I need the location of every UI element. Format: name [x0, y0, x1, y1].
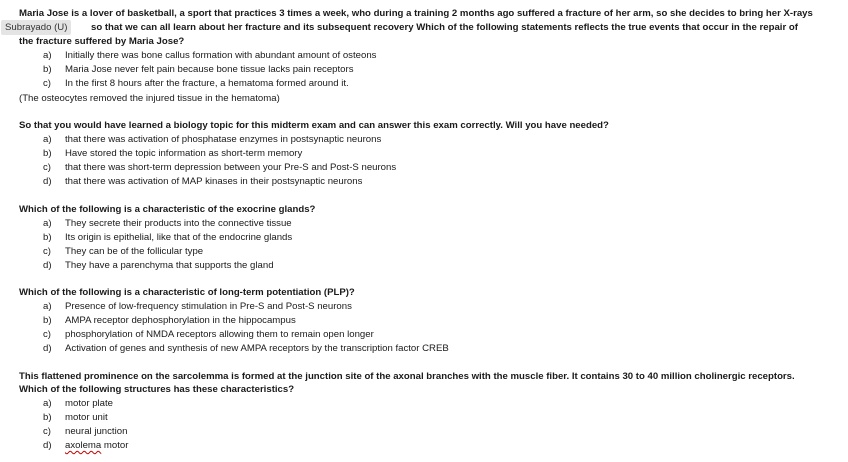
option-text: Maria Jose never felt pain because bone tissue lacks pain receptors: [65, 64, 354, 75]
option-text: phosphorylation of NMDA receptors allowing them to remain open longer: [65, 329, 374, 340]
spellcheck-underlined-word[interactable]: axolema: [65, 440, 102, 451]
question-3-option-b[interactable]: [43, 232, 292, 244]
option-letter: c): [43, 426, 51, 437]
option-letter: b): [43, 315, 52, 326]
option-letter: c): [43, 246, 51, 257]
option-text: Have stored the topic information as short-term memory: [65, 148, 303, 159]
option-letter: b): [43, 232, 52, 243]
question-4-option-a[interactable]: [43, 301, 352, 313]
option-letter: a): [43, 50, 52, 61]
question-1-option-a[interactable]: [43, 50, 376, 62]
question-1-option-c[interactable]: [43, 78, 349, 90]
question-5-option-c[interactable]: [43, 426, 127, 438]
question-2-option-b[interactable]: [43, 148, 302, 160]
option-text: Activation of genes and synthesis of new AMPA receptors by the transcription factor CREB: [65, 343, 449, 354]
option-text: motor unit: [65, 412, 108, 423]
question-3-option-d[interactable]: [43, 260, 274, 272]
question-2-option-c[interactable]: [43, 162, 396, 174]
question-1-option-b[interactable]: [43, 64, 354, 76]
option-text: In the first 8 hours after the fracture, a hematoma formed around it.: [65, 78, 349, 89]
question-2-option-d[interactable]: [43, 176, 362, 188]
underline-tooltip: Subrayado (U): [1, 20, 71, 35]
question-1-text-line-3: the fracture suffered by Maria Jose?: [19, 36, 185, 47]
option-text: neural junction: [65, 426, 128, 437]
option-letter: d): [43, 260, 52, 271]
option-letter: b): [43, 64, 52, 75]
question-5-option-d[interactable]: [43, 440, 128, 452]
question-4-option-b[interactable]: [43, 315, 296, 327]
option-text: They have a parenchyma that supports the gland: [65, 260, 274, 271]
option-letter: a): [43, 301, 52, 312]
option-letter: b): [43, 148, 52, 159]
question-1-extra-statement: (The osteocytes removed the injured tissue in the hematoma): [19, 93, 280, 104]
option-letter: b): [43, 412, 52, 423]
question-5-option-a[interactable]: [43, 398, 113, 410]
question-4-option-d[interactable]: [43, 343, 449, 355]
option-text: motor plate: [65, 398, 113, 409]
option-letter: d): [43, 440, 52, 451]
option-letter: c): [43, 78, 51, 89]
option-letter: a): [43, 134, 52, 145]
option-text: that there was activation of MAP kinases in their postsynaptic neurons: [65, 176, 363, 187]
option-text: that there was activation of phosphatase enzymes in postsynaptic neurons: [65, 134, 382, 145]
question-5-option-b[interactable]: [43, 412, 108, 424]
option-text: Presence of low-frequency stimulation in Pre-S and Post-S neurons: [65, 301, 352, 312]
option-letter: d): [43, 343, 52, 354]
option-text: motor: [101, 440, 129, 451]
option-text: AMPA receptor dephosphorylation in the hippocampus: [65, 315, 296, 326]
option-text: They secrete their products into the connective tissue: [65, 218, 292, 229]
question-2-option-a[interactable]: [43, 134, 381, 146]
option-text: Initially there was bone callus formation with abundant amount of osteons: [65, 50, 377, 61]
option-letter: d): [43, 176, 52, 187]
option-letter: a): [43, 218, 52, 229]
question-4-title: Which of the following is a characteristic of long-term potentiation (PLP)?: [19, 287, 355, 298]
question-2-title: So that you would have learned a biology topic for this midterm exam and can answer this exam correctly. Will you have needed?: [19, 120, 609, 131]
option-text: They can be of the follicular type: [65, 246, 204, 257]
option-letter: a): [43, 398, 52, 409]
question-5-text-line-1: This flattened prominence on the sarcolemma is formed at the junction site of the axonal branches with the muscle fiber. It contains 30 to 40 million cholinergic receptors.: [19, 371, 795, 382]
question-3-option-a[interactable]: [43, 218, 292, 230]
option-text: Its origin is epithelial, like that of the endocrine glands: [65, 232, 293, 243]
question-3-title: Which of the following is a characteristic of the exocrine glands?: [19, 204, 316, 215]
option-text: that there was short-term depression between your Pre-S and Post-S neurons: [65, 162, 397, 173]
question-3-option-c[interactable]: [43, 246, 203, 258]
question-4-option-c[interactable]: [43, 329, 374, 341]
question-1-text-line-1: Maria Jose is a lover of basketball, a sport that practices 3 times a week, who during a training 2 months ago suffered a fracture of her arm, so she decides to bring her X-rays: [19, 8, 813, 19]
option-letter: c): [43, 329, 51, 340]
option-letter: c): [43, 162, 51, 173]
question-1-text-line-2: so that we can all learn about her fracture and its subsequent recovery Which of the following statements reflects the true events that occur in the repair of: [91, 22, 798, 33]
question-5-text-line-2: Which of the following structures has these characteristics?: [19, 384, 295, 395]
